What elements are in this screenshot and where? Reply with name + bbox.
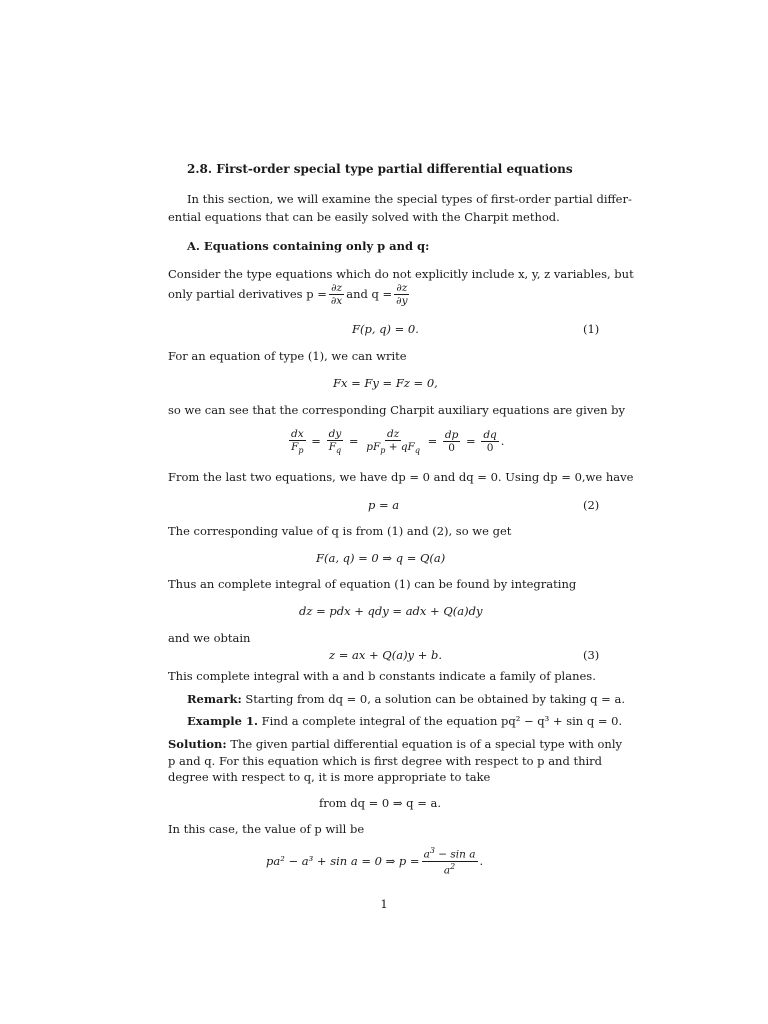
fraction-dy-fq: $\frac{dy}{F_q}$ — [328, 428, 342, 456]
consider-line-2 — [168, 282, 412, 307]
equation-1: F(p, q) = 0. — [352, 322, 419, 336]
fraction-dz-dx: $\frac{\partial z}{\partial x}$ — [330, 282, 343, 308]
page-number: 1 — [380, 897, 388, 911]
thus-line: Thus an complete integral of equation (1) can be found by integrating — [168, 577, 577, 591]
intro-line-1: In this section, we will examine the special types of first-order partial differ- — [187, 192, 632, 206]
equation-2-number: (2) — [583, 498, 600, 512]
consider-text-a: only partial derivatives p = — [168, 287, 327, 302]
remark-text: Starting from dq = 0, a solution can be obtained by taking q = a. — [241, 692, 625, 706]
remark-line — [187, 692, 625, 706]
equation-3-number: (3) — [583, 648, 600, 662]
solution-line-3: degree with respect to q, it is more appropriate to take — [168, 770, 491, 784]
example-text: Find a complete integral of the equation pq² − q³ + sin q = 0. — [257, 714, 623, 728]
equation-3: z = ax + Q(a)y + b. — [329, 648, 443, 662]
equation-2: p = a — [368, 498, 400, 512]
from-last-line: From the last two equations, we have dp = 0 and dq = 0. Using dp = 0,we have — [168, 470, 634, 484]
fraction-dq-0: $\frac{dq}{0}$ — [483, 429, 497, 455]
fa-equation: F(a, q) = 0 ⇒ q = Q(a) — [316, 551, 446, 565]
remark-label: Remark: — [187, 692, 242, 706]
section-title: 2.8. First-order special type partial differential equations — [187, 162, 573, 176]
fraction-dx-fp: $\frac{dx}{F_p}$ — [291, 428, 304, 456]
final-equation-lhs: pa² − a³ + sin a = 0 ⇒ p = — [266, 853, 420, 868]
charpit-equations: $\frac{dx}{F_p}$ = $\frac{dy}{F_q}$ = $\frac{dz}{pF_p + qF_q}$ = $\frac{dp}{0}$ = $\frac{dq}{0}$ . — [291, 428, 505, 456]
solution-text: The given partial differential equation is of a special type with only — [226, 737, 623, 751]
example-label: Example 1. — [187, 714, 258, 728]
corresponding-value-line: The corresponding value of q is from (1) and (2), so we get — [168, 524, 512, 538]
subsection-a-heading: A. Equations containing only p and q: — [187, 239, 430, 253]
from-dq-equation: from dq = 0 ⇒ q = a. — [319, 796, 441, 810]
solution-label: Solution: — [168, 737, 227, 751]
fraction-dz-pfp-qfq: $\frac{dz}{pF_p + qF_q}$ — [366, 428, 420, 456]
in-this-case-line: In this case, the value of p will be — [168, 822, 365, 836]
charpit-intro-line: so we can see that the corresponding Charpit auxiliary equations are given by — [168, 403, 626, 417]
consider-line-1: Consider the type equations which do not explicitly include x, y, z variables, but — [168, 267, 634, 281]
solution-line-1 — [168, 737, 622, 751]
fraction-dz-dy: $\frac{\partial z}{\partial y}$ — [396, 282, 408, 308]
and-obtain-line: and we obtain — [168, 631, 251, 645]
consider-text-b: and q = — [346, 287, 393, 302]
final-equation: pa² − a³ + sin a = 0 ⇒ p = $\frac{a^3 - \sin a}{a^2}$ . — [266, 846, 484, 877]
example-line — [187, 714, 622, 728]
complete-integral-line: This complete integral with a and b constants indicate a family of planes. — [168, 669, 596, 683]
dz-equation: dz = pdx + qdy = adx + Q(a)dy — [299, 604, 483, 618]
intro-line-2: ential equations that can be easily solved with the Charpit method. — [168, 210, 560, 224]
solution-line-2: p and q. For this equation which is first degree with respect to p and third — [168, 754, 603, 768]
for-equation-line: For an equation of type (1), we can write — [168, 349, 407, 363]
equation-1-number: (1) — [583, 322, 600, 336]
fraction-dp-0: $\frac{dp}{0}$ — [444, 429, 459, 455]
fx-equation: Fx = Fy = Fz = 0, — [333, 376, 438, 390]
fraction-final-p: $\frac{a^3 - \sin a}{a^2}$ — [423, 846, 476, 877]
